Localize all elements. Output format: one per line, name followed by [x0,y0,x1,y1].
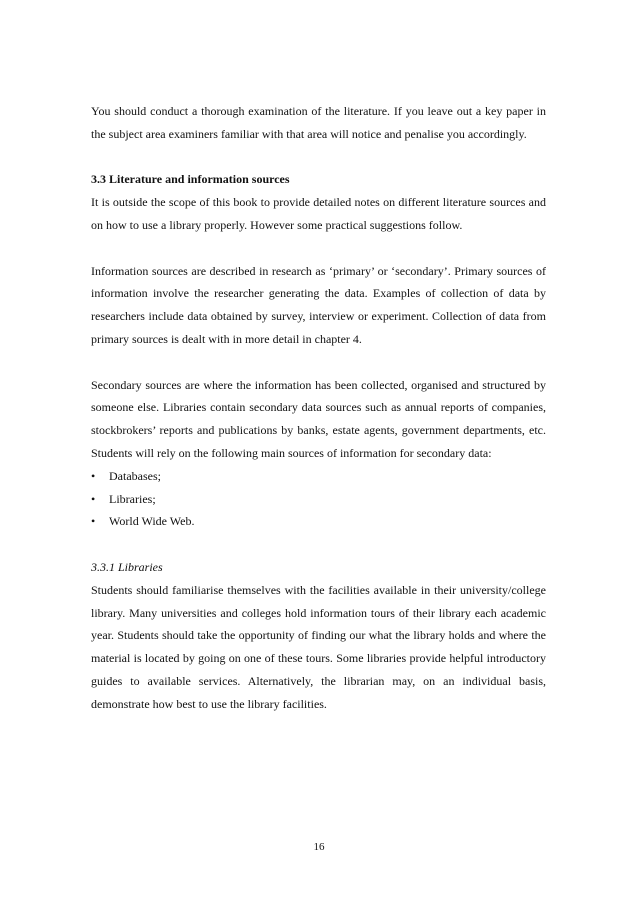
bullet-icon: • [91,468,96,483]
paragraph-gap [91,237,546,260]
bullet-list [91,465,546,533]
subsection-paragraph: Students should familiarise themselves with the facilities available in their university/college library. Many universities and colleges hold information tours of their library each academic year. Students should take the opportunity of finding our what the library holds and where the material is located by going on one of these tours. Some libraries provide helpful introductory guides to available services. Alternatively, the librarian may, on an individual basis, demonstrate how best to use the library facilities. [91,582,546,711]
bullet-item [91,510,546,533]
bullet-icon: • [91,514,96,529]
section-paragraph-1: It is outside the scope of this book to provide detailed notes on different literature sources and on how to use a library properly. However some practical suggestions follow. [91,195,546,232]
bullet-icon: • [91,491,96,506]
section-paragraph-3: Secondary sources are where the information has been collected, organised and structured by someone else. Libraries contain secondary data sources such as annual reports of companies, stockbrokers’ reports and publications by banks, estate agents, government departments, etc. Students will rely on the following main sources of information for secondary data: [91,377,546,460]
bullet-item [91,488,546,511]
bullet-item [91,465,546,488]
bullet-text: World Wide Web. [109,514,195,529]
page-number: 16 [313,841,325,853]
paragraph-gap [91,146,546,169]
bullet-text: Databases; [109,468,161,483]
paragraph-gap [91,533,546,556]
section-heading: 3.3 Literature and information sources [91,172,290,187]
paragraph-gap [91,351,546,374]
section-paragraph-2: Information sources are described in research as ‘primary’ or ‘secondary’. Primary sources of information involve the researcher generating the data. Examples of collection of data by researchers include data obtained by survey, interview or experiment. Collection of data from primary sources is dealt with in more detail in chapter 4. [91,263,546,346]
page-body [91,100,546,716]
subsection-heading: 3.3.1 Libraries [91,559,163,574]
intro-paragraph: You should conduct a thorough examination of the literature. If you leave out a key paper in the subject area examiners familiar with that area will notice and penalise you accordingly. [91,104,546,141]
bullet-text: Libraries; [109,491,156,506]
